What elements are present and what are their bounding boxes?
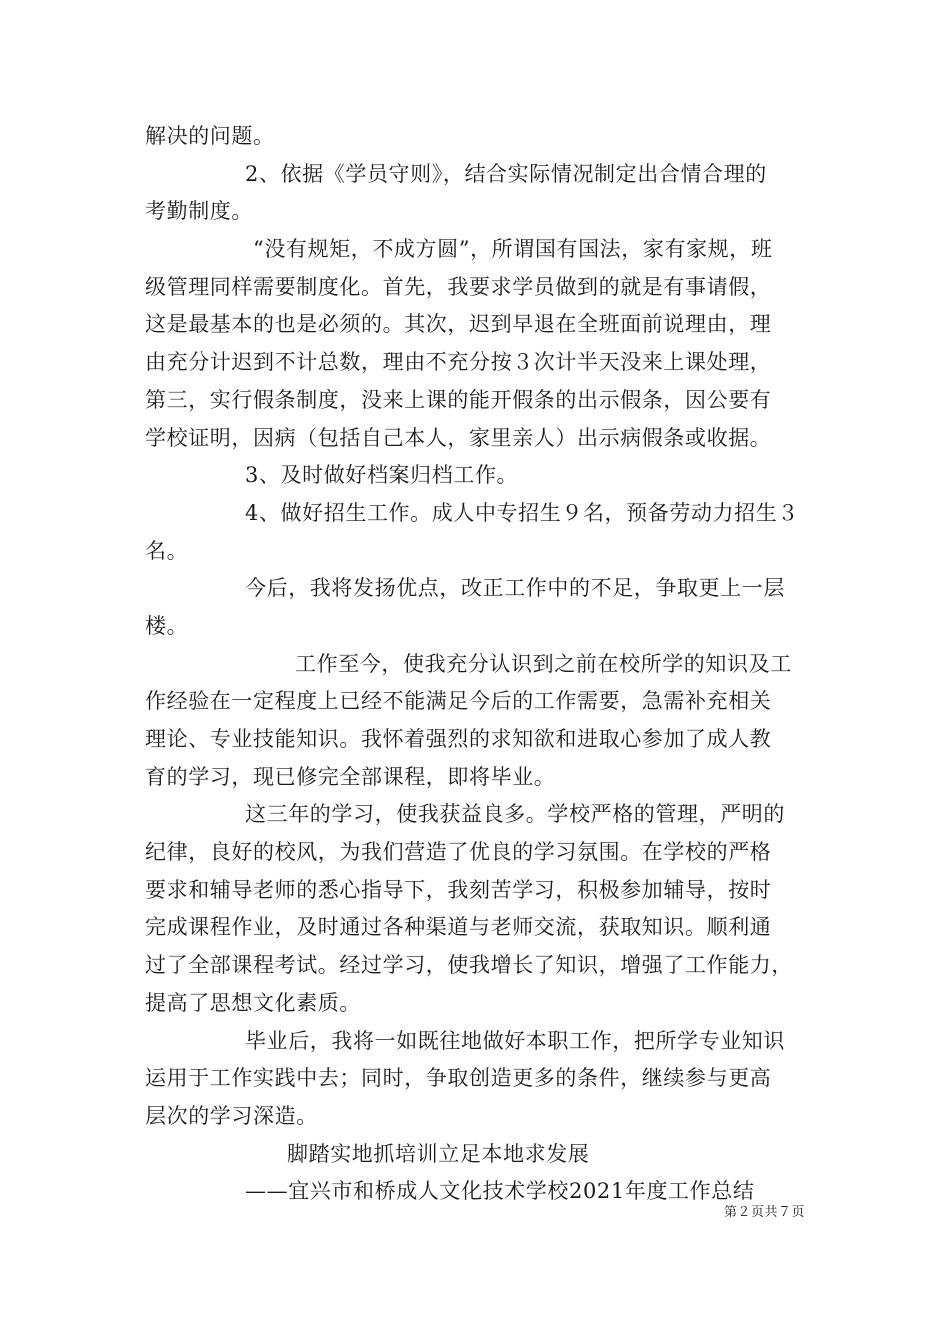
paragraph-line: 育的学习，现已修完全部课程，即将毕业。 — [145, 764, 556, 789]
paragraph-line: 今后，我将发扬优点，改正工作中的不足，争取更上一层 — [245, 576, 785, 601]
section-subtitle: ——宜兴市和桥成人文化技术学校2021年度工作总结 — [245, 1179, 755, 1204]
page-number: 第２页共７页 — [723, 1205, 805, 1220]
paragraph-line: 解决的问题。 — [145, 124, 275, 148]
paragraph-line: 楼。 — [145, 613, 189, 638]
paragraph-line: 工作至今，使我充分认识到之前在校所学的知识及工 — [295, 651, 792, 676]
paragraph-line: 要求和辅导老师的悉心指导下，我刻苦学习，积极参加辅导，按时 — [145, 877, 772, 902]
paragraph-line: 这是最基本的也是必须的。其次，迟到早退在全班面前说理由，理 — [145, 312, 772, 337]
paragraph-line: 完成课程作业，及时通过各种渠道与老师交流，获取知识。顺利通 — [145, 915, 772, 940]
paragraph-line: 作经验在一定程度上已经不能满足今后的工作需要，急需补充相关 — [145, 689, 772, 714]
paragraph-line: 3、及时做好档案归档工作。 — [245, 463, 519, 488]
paragraph-line: 级管理同样需要制度化。首先，我要求学员做到的就是有事请假， — [145, 274, 772, 299]
paragraph-line: 毕业后，我将一如既往地做好本职工作，把所学专业知识 — [245, 1028, 785, 1053]
paragraph-line: 过了全部课程考试。经过学习，使我增长了知识，增强了工作能力， — [145, 953, 793, 978]
paragraph-line: 运用于工作实践中去；同时，争取创造更多的条件，继续参与更高 — [145, 1066, 772, 1091]
body-text — [145, 118, 815, 1211]
paragraph-line: “没有规矩，不成方圆”，所谓国有国法，家有家规，班 — [253, 237, 773, 262]
paragraph-line: 理论、专业技能知识。我怀着强烈的求知欲和进取心参加了成人教 — [145, 727, 772, 751]
section-title: 脚踏实地抓培训立足本地求发展 — [287, 1141, 590, 1166]
paragraph-line: 考勤制度。 — [145, 199, 253, 224]
paragraph-line: 这三年的学习，使我获益良多。学校严格的管理，严明的 — [245, 802, 785, 827]
paragraph-line: 第三，实行假条制度，没来上课的能开假条的出示假条，因公要有 — [145, 387, 772, 412]
paragraph-line: 由充分计迟到不计总数，理由不充分按３次计半天没来上课处理， — [145, 350, 772, 375]
paragraph-line: 层次的学习深造。 — [145, 1103, 318, 1128]
paragraph-line: 2、依据《学员守则》，结合实际情况制定出合情合理的 — [245, 161, 767, 186]
paragraph-line: 提高了思想文化素质。 — [145, 990, 361, 1015]
paragraph-line: 学校证明，因病（包括自己本人，家里亲人）出示病假条或收据。 — [145, 425, 772, 450]
paragraph-line: 名。 — [145, 538, 189, 563]
paragraph-line: 4、做好招生工作。成人中专招生９名，预备劳动力招生３ — [245, 500, 799, 525]
paragraph-line: 纪律，良好的校风，为我们营造了优良的学习氛围。在学校的严格 — [145, 840, 772, 865]
